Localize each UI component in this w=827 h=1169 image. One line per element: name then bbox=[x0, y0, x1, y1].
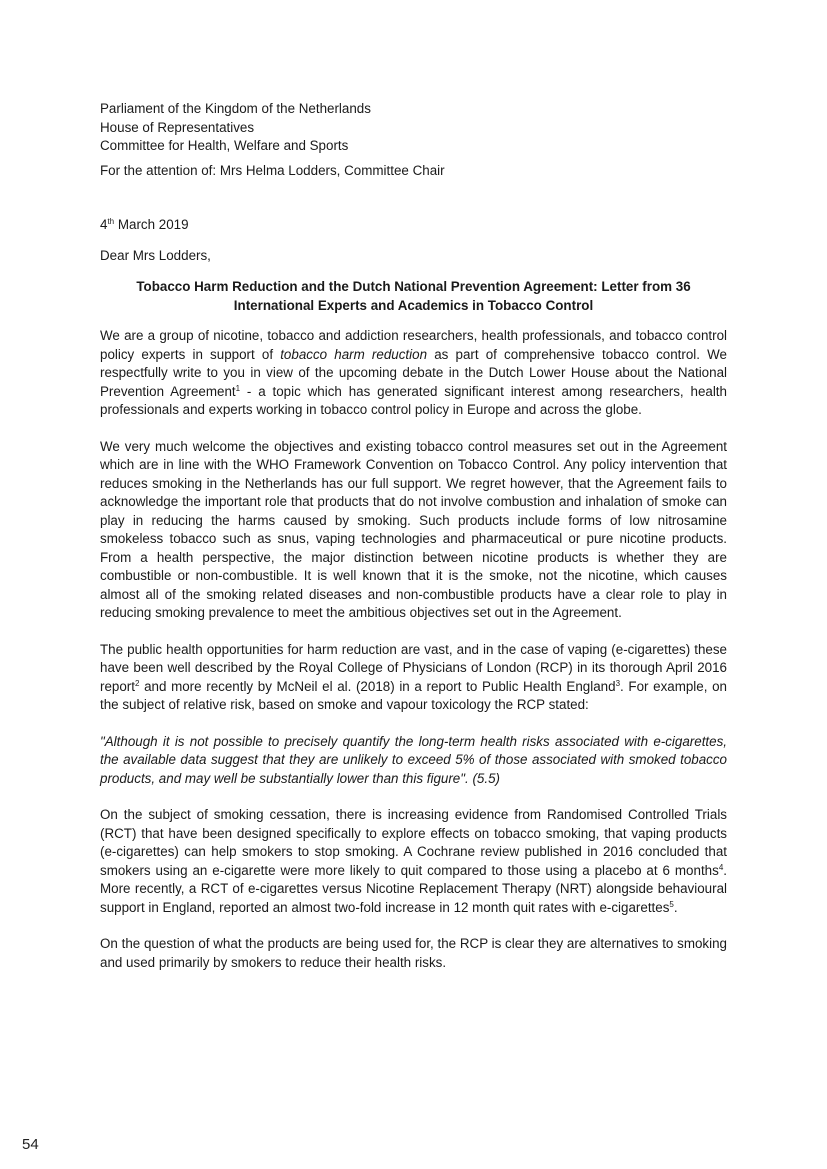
paragraph-cessation-text-c: . bbox=[673, 899, 678, 915]
paragraph-opportunities bbox=[100, 641, 727, 715]
paragraph-intro-text-c: - a topic which has generated significant interest among researchers, health professionals and experts working in tobacco control policy in Europe and across the globe. bbox=[100, 383, 727, 417]
date-rest: March 2019 bbox=[114, 217, 189, 232]
paragraph-intro-text-a: We are a group of nicotine, tobacco and addiction researchers, health professionals, and tobacco control policy experts in support of bbox=[100, 328, 727, 362]
subject-heading: Tobacco Harm Reduction and the Dutch National Prevention Agreement: Letter from 36 International Experts and Academics in Tobacco Control bbox=[136, 279, 691, 313]
paragraph-intro-text-b: as part of comprehensive tobacco control. We respectfully write to you in view of the upcoming debate in the Dutch Lower House about the National Prevention Agreement bbox=[100, 346, 727, 399]
recipient-line-house: House of Representatives bbox=[100, 119, 255, 135]
date-day: 4 bbox=[100, 217, 108, 232]
paragraph-usage: On the question of what the products are being used for, the RCP is clear they are alternatives to smoking and used primarily by smokers to reduce their health risks. bbox=[100, 936, 727, 970]
paragraph-opportunities-text-c: . For example, on the subject of relative risk, based on smoke and vapour toxicology the RCP stated: bbox=[100, 678, 727, 712]
rcp-quote: "Although it is not possible to precisely quantify the long-term health risks associated with e-cigarettes, the available data suggest that they are unlikely to exceed 5% of those associated with smoked tobacco products, and may well be substantially lower than this figure". (5.5) bbox=[100, 733, 727, 786]
paragraph-cessation-text-b: . More recently, a RCT of e-cigarettes versus Nicotine Replacement Therapy (NRT) alongside behavioural support in England, reported an almost two-fold increase in 12 month quit rates with e-cigarettes bbox=[100, 862, 727, 915]
paragraph-opportunities-text-a: The public health opportunities for harm reduction are vast, and in the case of vaping (e-cigarettes) these have been well described by the Royal College of Physicians of London (RCP) in its thorough April 2016 report bbox=[100, 641, 727, 694]
letter-body bbox=[100, 100, 727, 972]
footnote-ref-2: 2 bbox=[134, 678, 140, 688]
paragraph-intro bbox=[100, 327, 727, 420]
recipient-address bbox=[100, 100, 727, 156]
paragraph-cessation bbox=[100, 806, 727, 917]
recipient-line-parliament: Parliament of the Kingdom of the Netherlands bbox=[100, 101, 371, 116]
footnote-ref-3: 3 bbox=[615, 678, 621, 688]
date-suffix: th bbox=[107, 217, 115, 226]
paragraph-agreement: We very much welcome the objectives and existing tobacco control measures set out in the Agreement which are in line with the WHO Framework Convention on Tobacco Control. Any policy intervention that reduces smoking in the Netherlands has our full support. We regret however, that the Agreement fails to acknowledge the important role that products that do not involve combustion and inhalation of smoke can play in reducing the harms caused by smoking. Such products include forms of low nitrosamine smokeless tobacco such as snus, vaping technologies and pharmaceutical or pure nicotine products. From a health perspective, the major distinction between nicotine products is whether they are combustible or non-combustible. It is well known that it is the smoke, not the nicotine, which causes almost all of the smoking related diseases and non-combustible products have a clear role to play in reducing smoking prevalence to meet the ambitious objectives set out in the Agreement. bbox=[100, 438, 727, 620]
paragraph-cessation-text-a: On the subject of smoking cessation, there is increasing evidence from Randomised Controlled Trials (RCT) that have been designed specifically to explore effects on tobacco smoking, that vaping products (e-cigarettes) can help smokers to stop smoking. A Cochrane review published in 2016 concluded that smokers using an e-cigarette were more likely to quit compared to those using a placebo at 6 months bbox=[100, 807, 727, 878]
footnote-ref-5: 5 bbox=[669, 899, 674, 909]
paragraph-opportunities-text-b: and more recently by McNeil el al. (2018) in a report to Public Health England bbox=[139, 678, 616, 694]
attention-line: For the attention of: Mrs Helma Lodders, Committee Chair bbox=[100, 162, 445, 178]
footnote-ref-1: 1 bbox=[235, 383, 241, 393]
footnote-ref-4: 4 bbox=[718, 862, 724, 872]
salutation: Dear Mrs Lodders, bbox=[100, 247, 211, 263]
paragraph-intro-emphasis: tobacco harm reduction bbox=[280, 346, 428, 362]
letter-date bbox=[100, 216, 727, 235]
page-number: 54 bbox=[22, 1136, 39, 1153]
recipient-line-committee: Committee for Health, Welfare and Sports bbox=[100, 138, 349, 153]
